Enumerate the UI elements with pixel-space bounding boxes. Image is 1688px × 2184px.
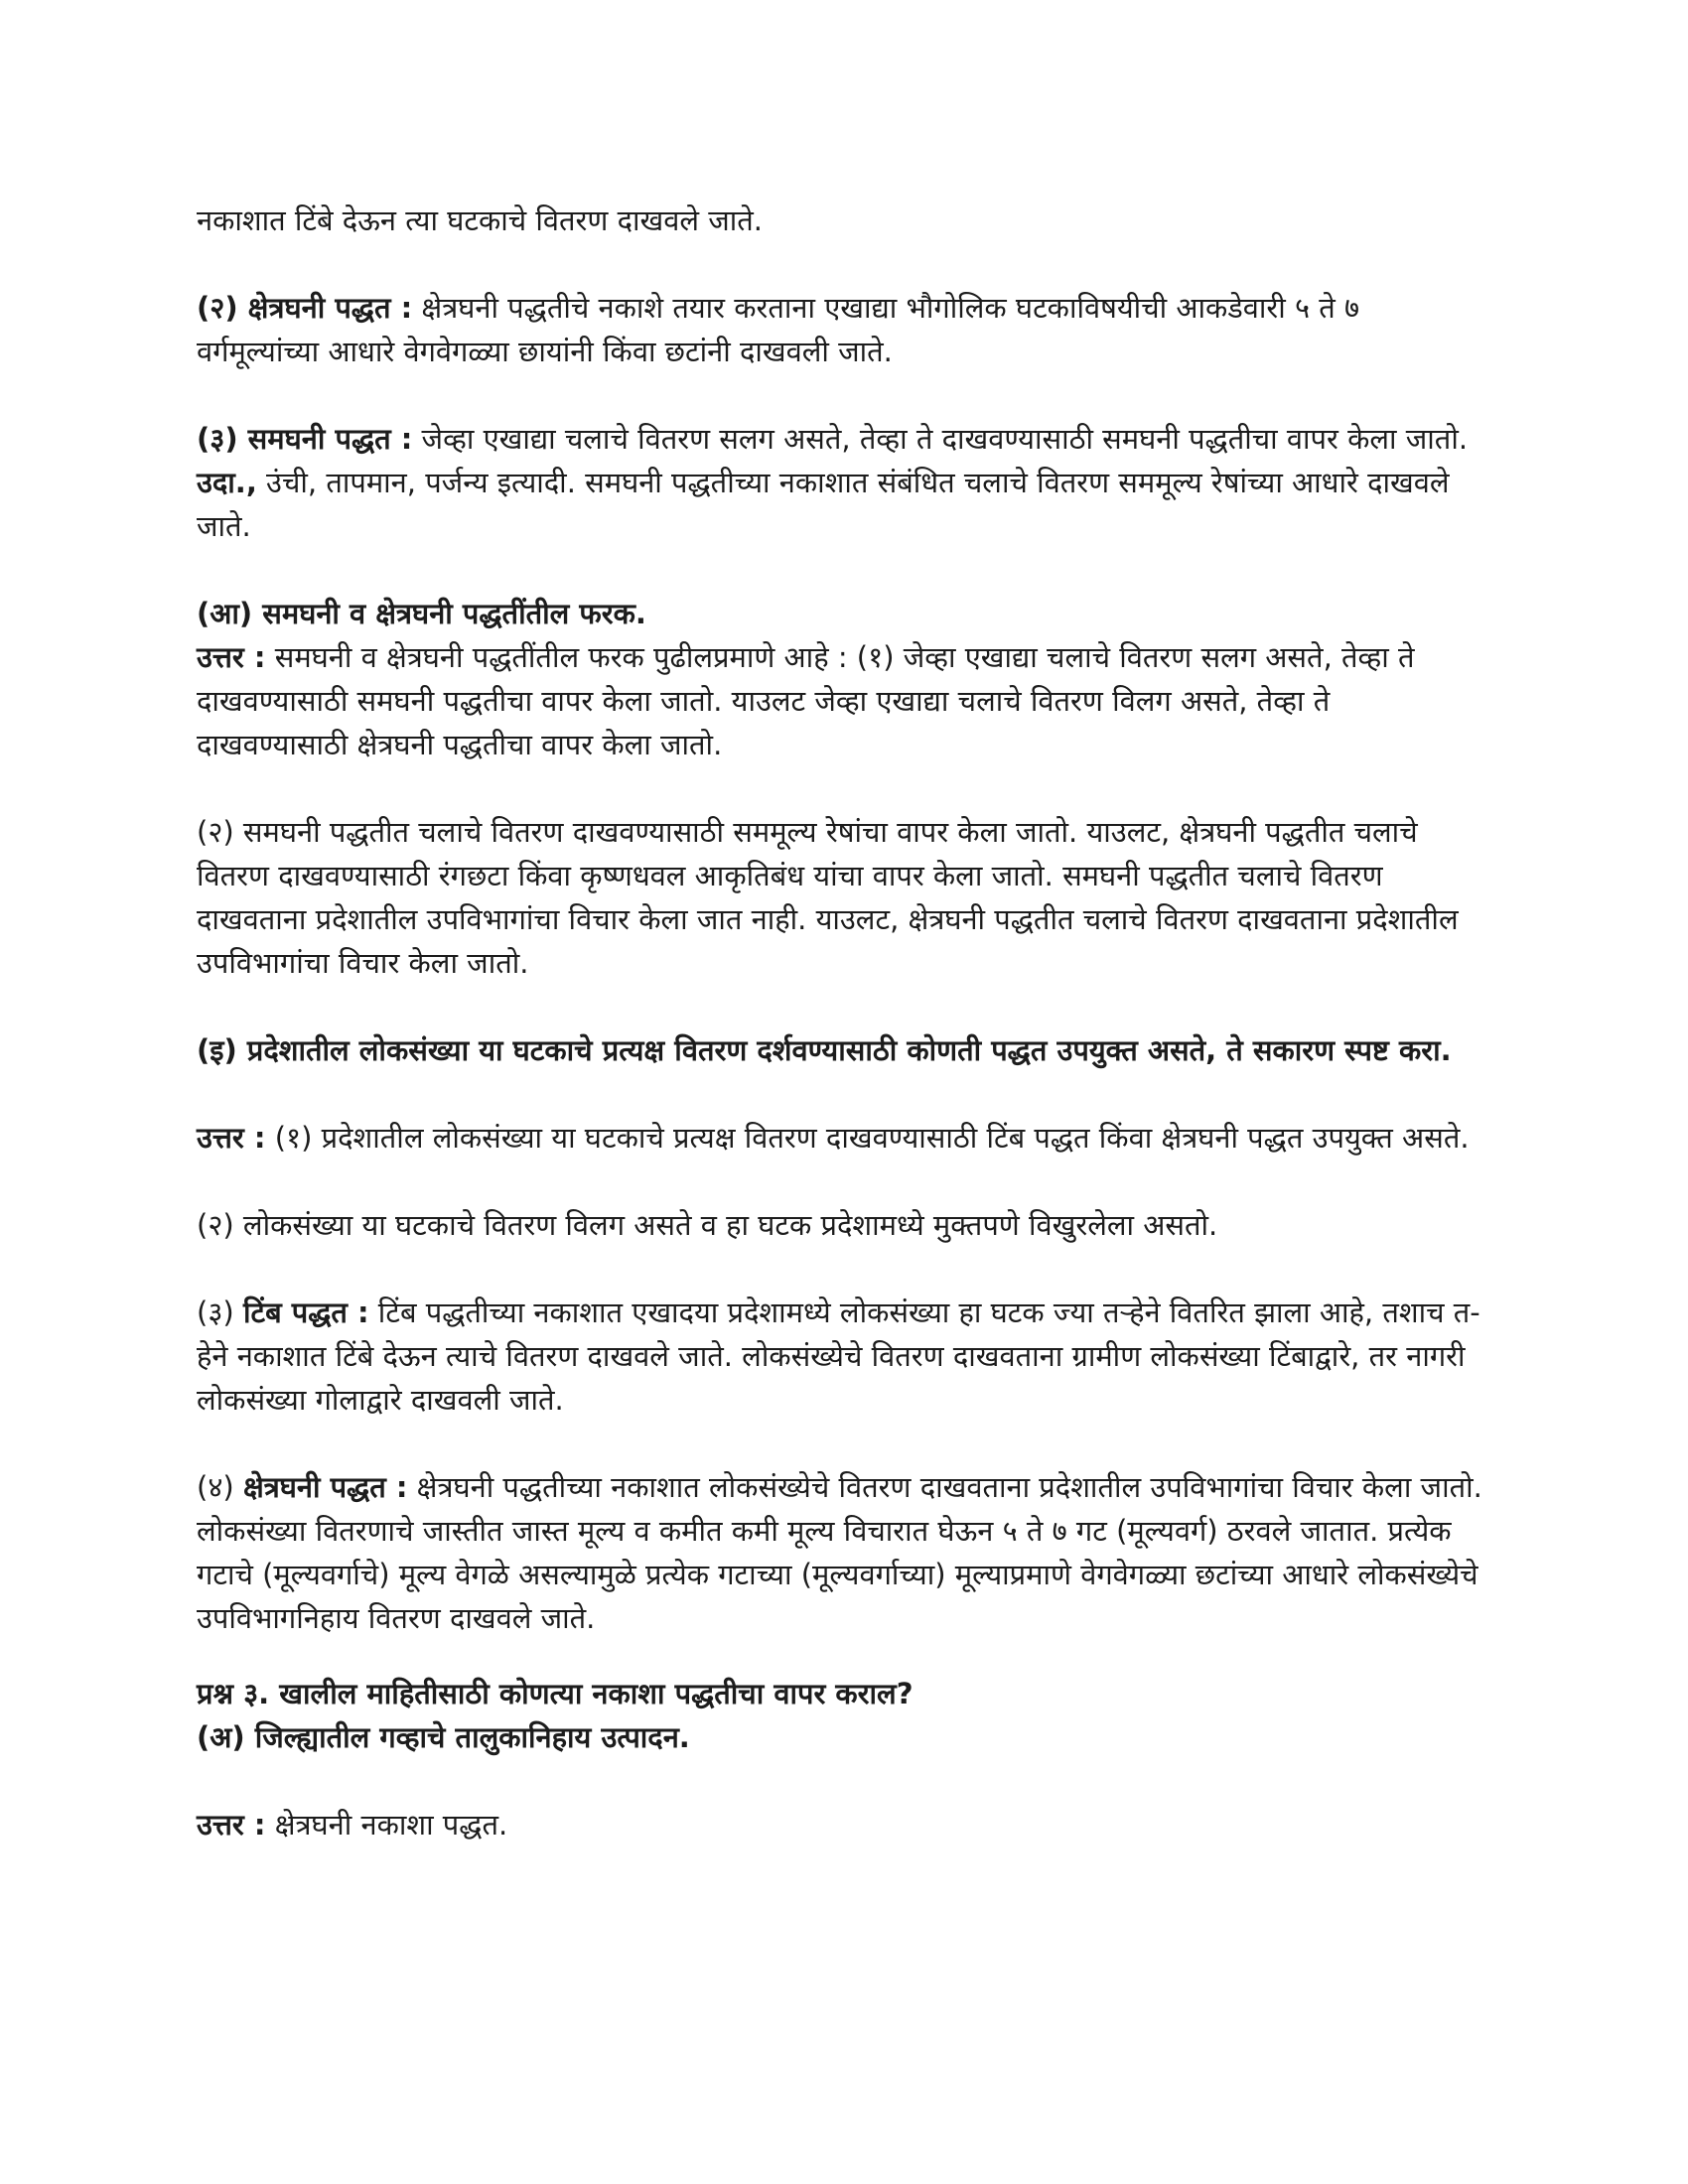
choropleth-text: क्षेत्रघनी पद्धतीचे नकाशे तयार करताना एखाद्या भौगोलिक घटकाविषयीची आकडेवारी ५ ते ७ वर्गमूल्यांच्या आधारे वेगवेगळ्या छायांनी किंवा छटांनी दाखवली जाते. xyxy=(197,291,1360,368)
question-aa-heading: (आ) समघनी व क्षेत्रघनी पद्धतींतील फरक. xyxy=(197,597,646,630)
dot-method-label: टिंब पद्धत : xyxy=(242,1296,369,1329)
answer-i xyxy=(197,1116,1487,1160)
paragraph-difference-2: (२) समघनी पद्धतीत चलाचे वितरण दाखवण्यासाठी सममूल्य रेषांचा वापर केला जातो. याउलट, क्षेत्रघनी पद्धतीत चलाचे वितरण दाखवण्यासाठी रंगछटा किंवा कृष्णधवल आकृतिबंध यांचा वापर केला जातो. समघनी पद्धतीत चलाचे वितरण दाखवताना प्रदेशातील उपविभागांचा विचार केला जात नाही. याउलट, क्षेत्रघनी पद्धतीत चलाचे वितरण दाखवताना प्रदेशातील उपविभागांचा विचार केला जातो. xyxy=(197,815,1459,980)
answer-3a-label: उत्तर : xyxy=(197,1808,266,1842)
paragraph-isopleth xyxy=(197,417,1487,548)
isopleth-text-1: जेव्हा एखाद्या चलाचे वितरण सलग असते, तेव्हा ते दाखवण्यासाठी समघनी पद्धतीचा वापर केला जातो. xyxy=(412,422,1469,456)
answer-aa-label: उत्तर : xyxy=(197,640,266,674)
question-i-heading: (इ) प्रदेशातील लोकसंख्या या घटकाचे प्रत्यक्ष वितरण दर्शवण्यासाठी कोणती पद्धत उपयुक्त असते, ते सकारण स्पष्ट करा. xyxy=(197,1033,1452,1067)
answer-3a-text: क्षेत्रघनी नकाशा पद्धत. xyxy=(265,1808,508,1842)
question-3a-heading: (अ) जिल्ह्यातील गव्हाचे तालुकानिहाय उत्पादन. xyxy=(197,1720,690,1754)
question-3-heading: प्रश्न ३. खालील माहितीसाठी कोणत्या नकाशा पद्धतीचा वापर कराल? xyxy=(197,1677,914,1710)
paragraph-choropleth-population xyxy=(197,1465,1487,1640)
paragraph-dot-method xyxy=(197,1291,1487,1422)
choropleth-pop-text: क्षेत्रघनी पद्धतीच्या नकाशात लोकसंख्येचे वितरण दाखवताना प्रदेशातील उपविभागांचा विचार केला जातो. लोकसंख्या वितरणाचे जास्तीत जास्त मूल्य व कमीत कमी मूल्य विचारात घेऊन ५ ते ७ गट (मूल्यवर्ग) ठरवले जातात. प्रत्येक गटाचे (मूल्यवर्गाचे) मूल्य वेगळे असल्यामुळे प्रत्येक गटाच्या (मूल्यवर्गाच्या) मूल्याप्रमाणे वेगवेगळ्या छटांच्या आधारे लोकसंख्येचे उपविभागनिहाय वितरण दाखवले जाते. xyxy=(197,1470,1482,1635)
choropleth-pop-label: क्षेत्रघनी पद्धत : xyxy=(242,1470,408,1504)
document-body xyxy=(197,199,1487,1846)
choropleth-pop-prefix: (४) xyxy=(197,1470,243,1504)
answer-aa xyxy=(197,635,1487,766)
answer-i-label: उत्तर : xyxy=(197,1121,266,1155)
answer-3a xyxy=(197,1803,1487,1846)
paragraph-population-distribution: (२) लोकसंख्या या घटकाचे वितरण विलग असते व हा घटक प्रदेशामध्ये मुक्तपणे विखुरलेला असतो. xyxy=(197,1208,1218,1242)
choropleth-label: (२) क्षेत्रघनी पद्धत : xyxy=(197,291,413,325)
dot-method-text: टिंब पद्धतीच्या नकाशात एखादया प्रदेशामध्ये लोकसंख्या हा घटक ज्या तऱ्हेने वितरित झाला आहे, तशाच त-हेने नकाशात टिंबे देऊन त्याचे वितरण दाखवले जाते. लोकसंख्येचे वितरण दाखवताना ग्रामीण लोकसंख्या टिंबाद्वारे, तर नागरी लोकसंख्या गोलाद्वारे दाखवली जाते. xyxy=(197,1296,1480,1417)
answer-aa-text: समघनी व क्षेत्रघनी पद्धतींतील फरक पुढीलप्रमाणे आहे : (१) जेव्हा एखाद्या चलाचे वितरण सलग असते, तेव्हा ते दाखवण्यासाठी समघनी पद्धतीचा वापर केला जातो. याउलट जेव्हा एखाद्या चलाचे वितरण विलग असते, तेव्हा ते दाखवण्यासाठी क्षेत्रघनी पद्धतीचा वापर केला जातो. xyxy=(197,640,1415,761)
isopleth-label: (३) समघनी पद्धत : xyxy=(197,422,413,456)
answer-i-text: (१) प्रदेशातील लोकसंख्या या घटकाचे प्रत्यक्ष वितरण दाखवण्यासाठी टिंब पद्धत किंवा क्षेत्रघनी पद्धत उपयुक्त असते. xyxy=(265,1121,1470,1155)
isopleth-example-label: उदा., xyxy=(197,466,257,499)
paragraph-dot-method-end: नकाशात टिंबे देऊन त्या घटकाचे वितरण दाखवले जाते. xyxy=(197,204,763,237)
isopleth-text-2: उंची, तापमान, पर्जन्य इत्यादी. समघनी पद्धतीच्या नकाशात संबंधित चलाचे वितरण सममूल्य रेषांच्या आधारे दाखवले जाते. xyxy=(197,466,1450,543)
paragraph-choropleth xyxy=(197,286,1487,373)
dot-method-prefix: (३) xyxy=(197,1296,243,1329)
